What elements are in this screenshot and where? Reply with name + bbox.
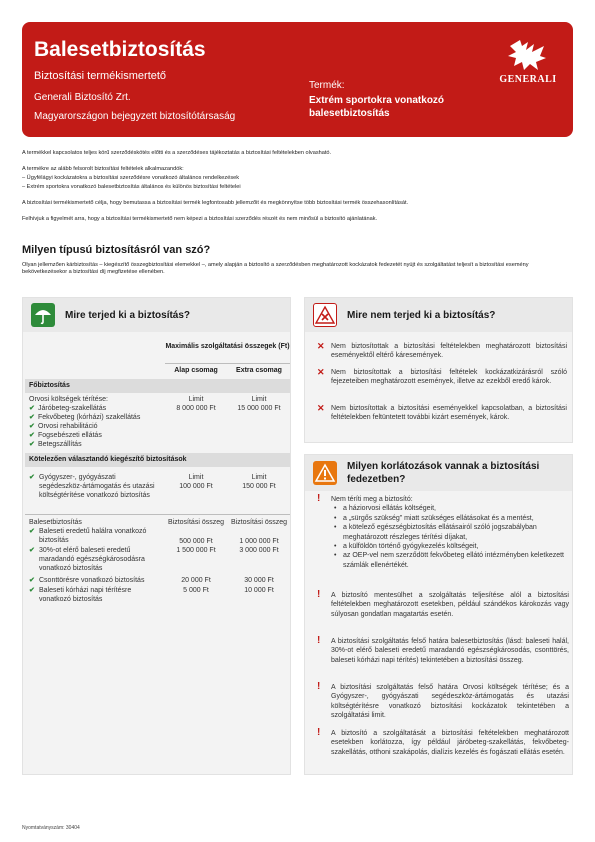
intro-condition-item: – Extrém sportokra vonatkozó balesetbiztosítás általános és különös biztosítási feltételei <box>22 184 241 190</box>
intro-condition-item: – Ügyfélágyi kockázatokra a biztosítási szerződésre vonatkozó általános rendelkezések <box>22 175 240 181</box>
covered-panel <box>22 297 291 775</box>
page-subtitle: Biztosítási termékismertető <box>34 70 167 82</box>
check-icon: ✔ <box>29 405 35 412</box>
covered-title: Mire terjed ki a biztosítás? <box>65 310 191 321</box>
not-covered-panel-header <box>305 298 572 332</box>
exclamation-mark-icon: ! <box>317 589 321 600</box>
limit-label: Limit <box>188 474 204 481</box>
check-icon: ✔ <box>29 414 35 421</box>
column-header-alap: Alap csomag <box>174 367 218 374</box>
coverage-table <box>25 332 290 772</box>
mandatory-cover-bar: Kötelezően választandó kiegészítő biztosítások <box>25 453 290 467</box>
limitations-title: Milyen korlátozások vannak a biztosítási fedezetben? <box>347 461 540 485</box>
bullet-item: • a kötelező egészségbiztosítás ellátásairól szóló jogszabályban meghatározott részleges térítési díjakat, <box>343 523 569 542</box>
accident-alap-value: 20 000 Ft <box>181 577 211 584</box>
medical-alap-value: 8 000 000 Ft <box>176 405 216 412</box>
exclamation-mark-icon: ! <box>317 635 321 646</box>
column-header-extra: Extra csomag <box>236 367 282 374</box>
check-icon: ✔ <box>29 528 35 535</box>
list-item: ✔ Járóbeteg-szakellátás <box>29 405 107 412</box>
limitation-item: ! A biztosítási szolgáltatás felső határa Orvosi költségek térítése; és a Gyógyszer-, gyógyászati segédeszköz-ártámogatás és utazási költségtérítésre vonatkozó biztosítási kockázatok tekintetében a szolgáltatási limit. <box>317 681 569 720</box>
company-name: Generali Biztosító Zrt. <box>34 92 131 103</box>
check-icon: ✔ <box>29 432 35 439</box>
aids-extra-value: 150 000 Ft <box>242 483 276 490</box>
list-item: ✔ Baleseti eredetű halálra vonatkozó biztosítás <box>29 528 147 545</box>
list-item: ✔ Gyógyszer-, gyógyászati segédeszköz-ártámogatás és utazási költségtérítése vonatkozó biztosítás <box>29 474 155 500</box>
section-text: Olyan jellemzően kárbiztosítás – kiegészítő összegbiztosítási elemekkel –, amely alapján a biztosító a szerződésben meghatározott kockázatok fedezetét nyújt és szolgáltatást teljesít a biztosítási esemény bekövetkezésekor a biztosítási díj megfizetése ellenében. <box>22 262 529 275</box>
max-amount-header: Maximális szolgáltatási összegek (Ft) <box>165 343 290 350</box>
intro-paragraph: A biztosítási termékismertető célja, hogy bemutassa a biztosítási termék legfontosabb jellemzőit és megkönnyítse több biztosítási termék összehasonlítását. <box>22 200 409 206</box>
cross-icon: ✕ <box>317 403 325 413</box>
exclamation-mark-icon: ! <box>317 727 321 738</box>
exclusion-item: ✕ Nem biztosítottak a biztosítási feltételek kockázatkizárásról szóló fejezeteiben meghatározott események, illetve az ezekből eredő károk. <box>317 367 567 386</box>
check-icon: ✔ <box>29 577 35 584</box>
accident-alap-value: 500 000 Ft <box>179 538 213 545</box>
bullet-item: • a „sürgős szükség” miatt szükséges ellátásokat és a mentést, <box>343 514 569 523</box>
limitation-item: ! A biztosító mentesülhet a szolgáltatás teljesítése alól a biztosítási feltételekben meghatározott esetekben, például szándékos károkozás vagy súlyosan gondatlan magatartás esetén. <box>317 589 569 618</box>
covered-panel-header <box>23 298 290 332</box>
check-icon: ✔ <box>29 587 35 594</box>
check-icon: ✔ <box>29 441 35 448</box>
limitations-panel <box>304 454 573 775</box>
intro-text <box>22 150 573 159</box>
generali-logo <box>497 36 559 91</box>
limitation-item: ! A biztosítási szolgáltatás felső határa balesetbiztosítás (lásd: baleseti halál, 30%-ot elérő baleseti eredetű maradandó egészségkárosodás, csonttörés, baleseti kórházi napi térítés) tekintetében a biztosítási összeg. <box>317 635 569 664</box>
umbrella-icon <box>31 303 55 327</box>
accident-extra-value: 1 000 000 Ft <box>239 538 279 545</box>
accident-label: Balesetbiztosítás <box>29 519 82 526</box>
list-item: ✔ 30%-ot elérő baleseti eredetű maradandó egészségkárosodásra vonatkozó biztosítás <box>29 547 145 573</box>
insured-amount-label: Biztosítási összeg <box>230 519 288 526</box>
header-banner <box>22 22 573 137</box>
limitations-panel-header <box>305 455 572 491</box>
intro-notice <box>22 216 573 225</box>
bullet-item: • a háziorvosi ellátás költségeit, <box>343 504 569 513</box>
accident-alap-value: 1 500 000 Ft <box>176 547 216 554</box>
limitation-bullets <box>343 504 569 570</box>
limit-label: Limit <box>251 396 267 403</box>
intro-paragraph: A termékkel kapcsolatos teljes körű szerződéskötés előtti és a szerződéses tájékoztatás a biztosítási feltételekben olvasható. <box>22 150 332 156</box>
main-cover-bar: Főbiztosítás <box>25 379 290 393</box>
exclamation-icon <box>313 461 337 485</box>
list-item: ✔ Fekvőbeteg (kórházi) szakellátás <box>29 414 141 421</box>
limitation-item: ! A biztosító a szolgáltatását a biztosítási feltételekben meghatározott esetekben korlátozza, így például járóbeteg-szakellátás, fekvőbeteg-szakellátás, otthoni szakápolás, dialízis kezelés és fogászati ellátás esetén. <box>317 727 569 756</box>
check-icon: ✔ <box>29 474 35 481</box>
insured-amount-label: Biztosítási összeg <box>167 519 225 526</box>
form-code: Nyomtatványszám: 30404 <box>22 825 80 831</box>
list-item: ✔ Betegszállítás <box>29 441 82 448</box>
accident-alap-value: 5 000 Ft <box>183 587 209 594</box>
not-covered-title: Mire nem terjed ki a biztosítás? <box>347 310 496 321</box>
product-label: Termék: <box>309 80 345 91</box>
lion-icon <box>506 36 550 72</box>
intro-conditions-lead: A termékre az alább felsorolt biztosítási feltételek alkalmazandók: <box>22 166 184 172</box>
exclusion-item: ✕ Nem biztosítottak a biztosítási feltételekben meghatározott biztosítási eseményektől eltérő káresemények. <box>317 341 567 360</box>
divider <box>165 363 290 364</box>
intro-conditions <box>22 166 573 193</box>
accident-extra-value: 3 000 000 Ft <box>239 547 279 554</box>
exclamation-mark-icon: ! <box>317 681 321 692</box>
accident-extra-value: 30 000 Ft <box>244 577 274 584</box>
page-title: Balesetbiztosítás <box>34 38 206 61</box>
divider <box>25 514 290 515</box>
bullet-item: • az OEP-vel nem szerződött fekvőbeteg ellátó intézményben keletkezett számlák ellenértékét. <box>343 551 569 570</box>
limit-label: Limit <box>251 474 267 481</box>
limitation-item: ! Nem téríti meg a biztosító: • a háziorvosi ellátás költségeit, • a „sürgős szükség” miatt szükséges ellátásokat és a mentést, • a kötelező egészségbiztosítás ellátásairól szóló jogszabályban meghatározott részleges térítési díjakat, • a külföldön történő gyógykezelés költségeit, • az OEP-vel nem szerződött fekvőbeteg ellátó intézményben keletkezett számlák ellenértékét. <box>317 495 569 570</box>
product-name: Extrém sportokra vonatkozó balesetbiztosítás <box>309 95 445 119</box>
section-heading: Milyen típusú biztosításról van szó? <box>22 244 211 256</box>
list-item: ✔ Fogsebészeti ellátás <box>29 432 102 439</box>
check-icon: ✔ <box>29 547 35 554</box>
cross-icon: ✕ <box>317 341 325 351</box>
list-item: ✔ Csonttörésre vonatkozó biztosítás <box>29 577 145 584</box>
intro-paragraph: Felhívjuk a figyelmét arra, hogy a biztosítási termékismertető nem képezi a biztosítási szerződés részét és nem minősül a biztosító ajánlatának. <box>22 216 378 222</box>
warning-cross-icon <box>313 303 337 327</box>
company-registration: Magyarországon bejegyzett biztosítótársaság <box>34 111 236 122</box>
medical-label: Orvosi költségek térítése: <box>29 396 108 403</box>
list-item: ✔ Orvosi rehabilitáció <box>29 423 98 430</box>
bullet-item: • a külföldön történő gyógykezelés költségeit, <box>343 542 569 551</box>
medical-extra-value: 15 000 000 Ft <box>237 405 281 412</box>
not-covered-panel <box>304 297 573 443</box>
limit-label: Limit <box>188 396 204 403</box>
exclamation-mark-icon: ! <box>317 493 321 504</box>
check-icon: ✔ <box>29 423 35 430</box>
cross-icon: ✕ <box>317 367 325 377</box>
list-item: ✔ Baleseti kórházi napi térítésre vonatkozó biztosítás <box>29 587 132 604</box>
accident-extra-value: 10 000 Ft <box>244 587 274 594</box>
logo-wordmark: GENERALI <box>499 74 557 85</box>
aids-alap-value: 100 000 Ft <box>179 483 213 490</box>
intro-purpose <box>22 200 573 209</box>
exclusion-item: ✕ Nem biztosítottak a biztosítási eseményekkel kapcsolatban, a biztosítási feltételekben feltüntetett további kizárt események, károk. <box>317 403 567 422</box>
